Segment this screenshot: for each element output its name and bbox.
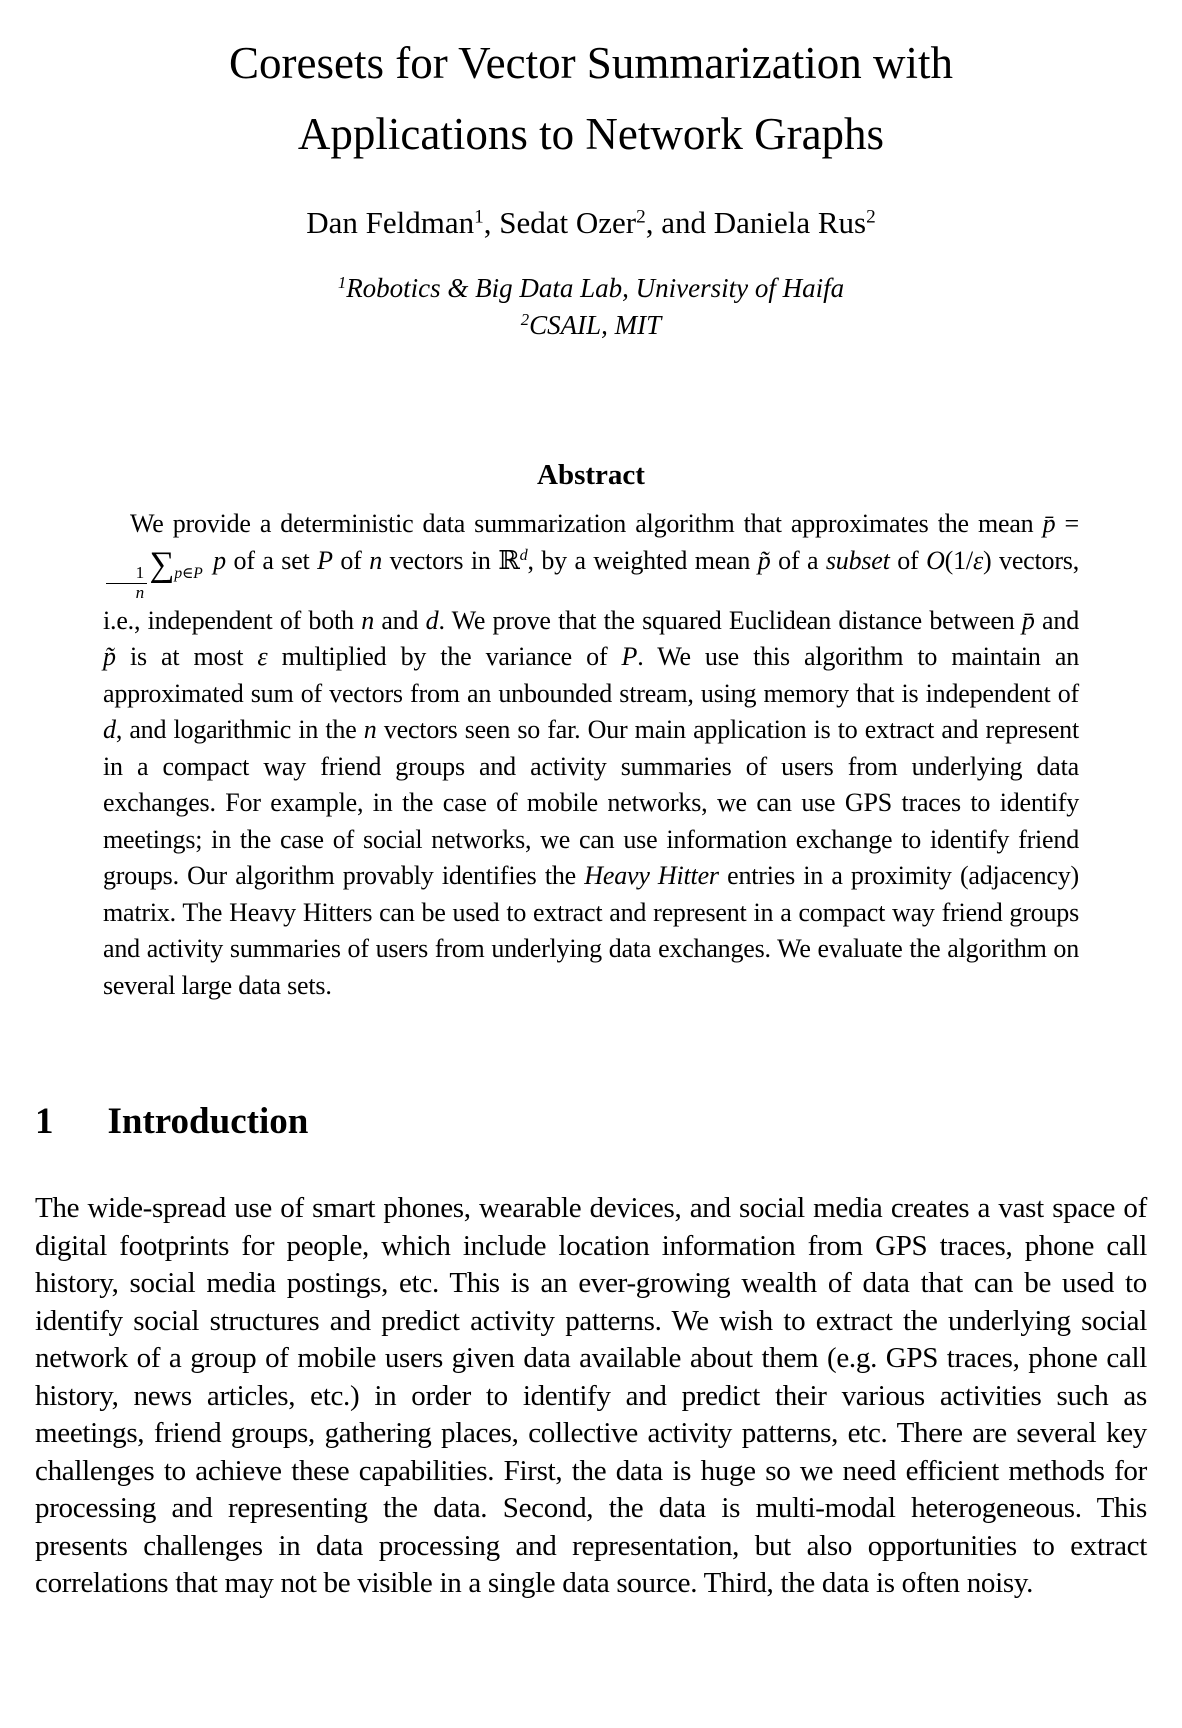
- affiliations-block: [0, 270, 1182, 344]
- title-line-2: Applications to Network Graphs: [297, 109, 885, 159]
- affiliation-line-1: $^1$Robotics & Big Data Lab, University of Haifa: [337, 272, 845, 303]
- paper-title: [0, 28, 1182, 170]
- intro-paragraph: The wide-spread use of smart phones, wearable devices, and social media creates a vast space of digital footprints for people, which include location information from GPS traces, phone call history, social media postings, etc. This is an ever-growing wealth of data that can be used to identify social structures and predict activity patterns. We wish to extract the underlying social network of a group of mobile users given data available about them (e.g. GPS traces, phone call history, news articles, etc.) in order to identify and predict their various activities such as meetings, friend groups, gathering places, collective activity patterns, etc. There are several key challenges to achieve these capabilities. First, the data is huge so we need efficient methods for processing and representing the data. Second, the data is multi-modal heterogeneous. This presents challenges in data processing and representation, but also opportunities to extract correlations that may not be visible in a single data source. Third, the data is often noisy.: [35, 1192, 1147, 1599]
- author-line: Dan Feldman$^1$, Sedat Ozer$^2$, and Daniela Rus$^2$: [306, 205, 876, 240]
- section-number: 1: [35, 1101, 54, 1142]
- affiliation-line-2: $^2$CSAIL, MIT: [520, 309, 662, 340]
- section-heading: [35, 1098, 1147, 1146]
- abstract-section: [103, 458, 1079, 1004]
- abstract-heading: Abstract: [537, 459, 645, 491]
- abstract-paragraph: We provide a deterministic data summarization algorithm that approximates the mean p̄ = $\frac{1}{n}$ $\sum_{p\in P}$ p of a set P of n vectors in ℝ$^d$, by a weighted mean p̃ of a subset of O(1/ε) vectors, i.e., independent of both n and d. We prove that the squared Euclidean distance between p̄ and p̃ is at most ε multiplied by the variance of P. We use this algorithm to maintain an approximated sum of vectors from an unbounded stream, using memory that is independent of d, and logarithmic in the n vectors seen so far. Our main application is to extract and represent in a compact way friend groups and activity summaries of users from underlying data exchanges. For example, in the case of mobile networks, we can use GPS traces to identify meetings; in the case of social networks, we can use information exchange to identify friend groups. Our algorithm provably identifies the Heavy Hitter entries in a proximity (adjacency) matrix. The Heavy Hitters can be used to extract and represent in a compact way friend groups and activity summaries of users from underlying data exchanges. We evaluate the algorithm on several large data sets.: [103, 509, 1080, 1000]
- paper-header: [0, 28, 1182, 344]
- introduction-section: [35, 1098, 1147, 1603]
- section-title: Introduction: [107, 1101, 309, 1142]
- title-line-1: Coresets for Vector Summarization with: [228, 38, 954, 88]
